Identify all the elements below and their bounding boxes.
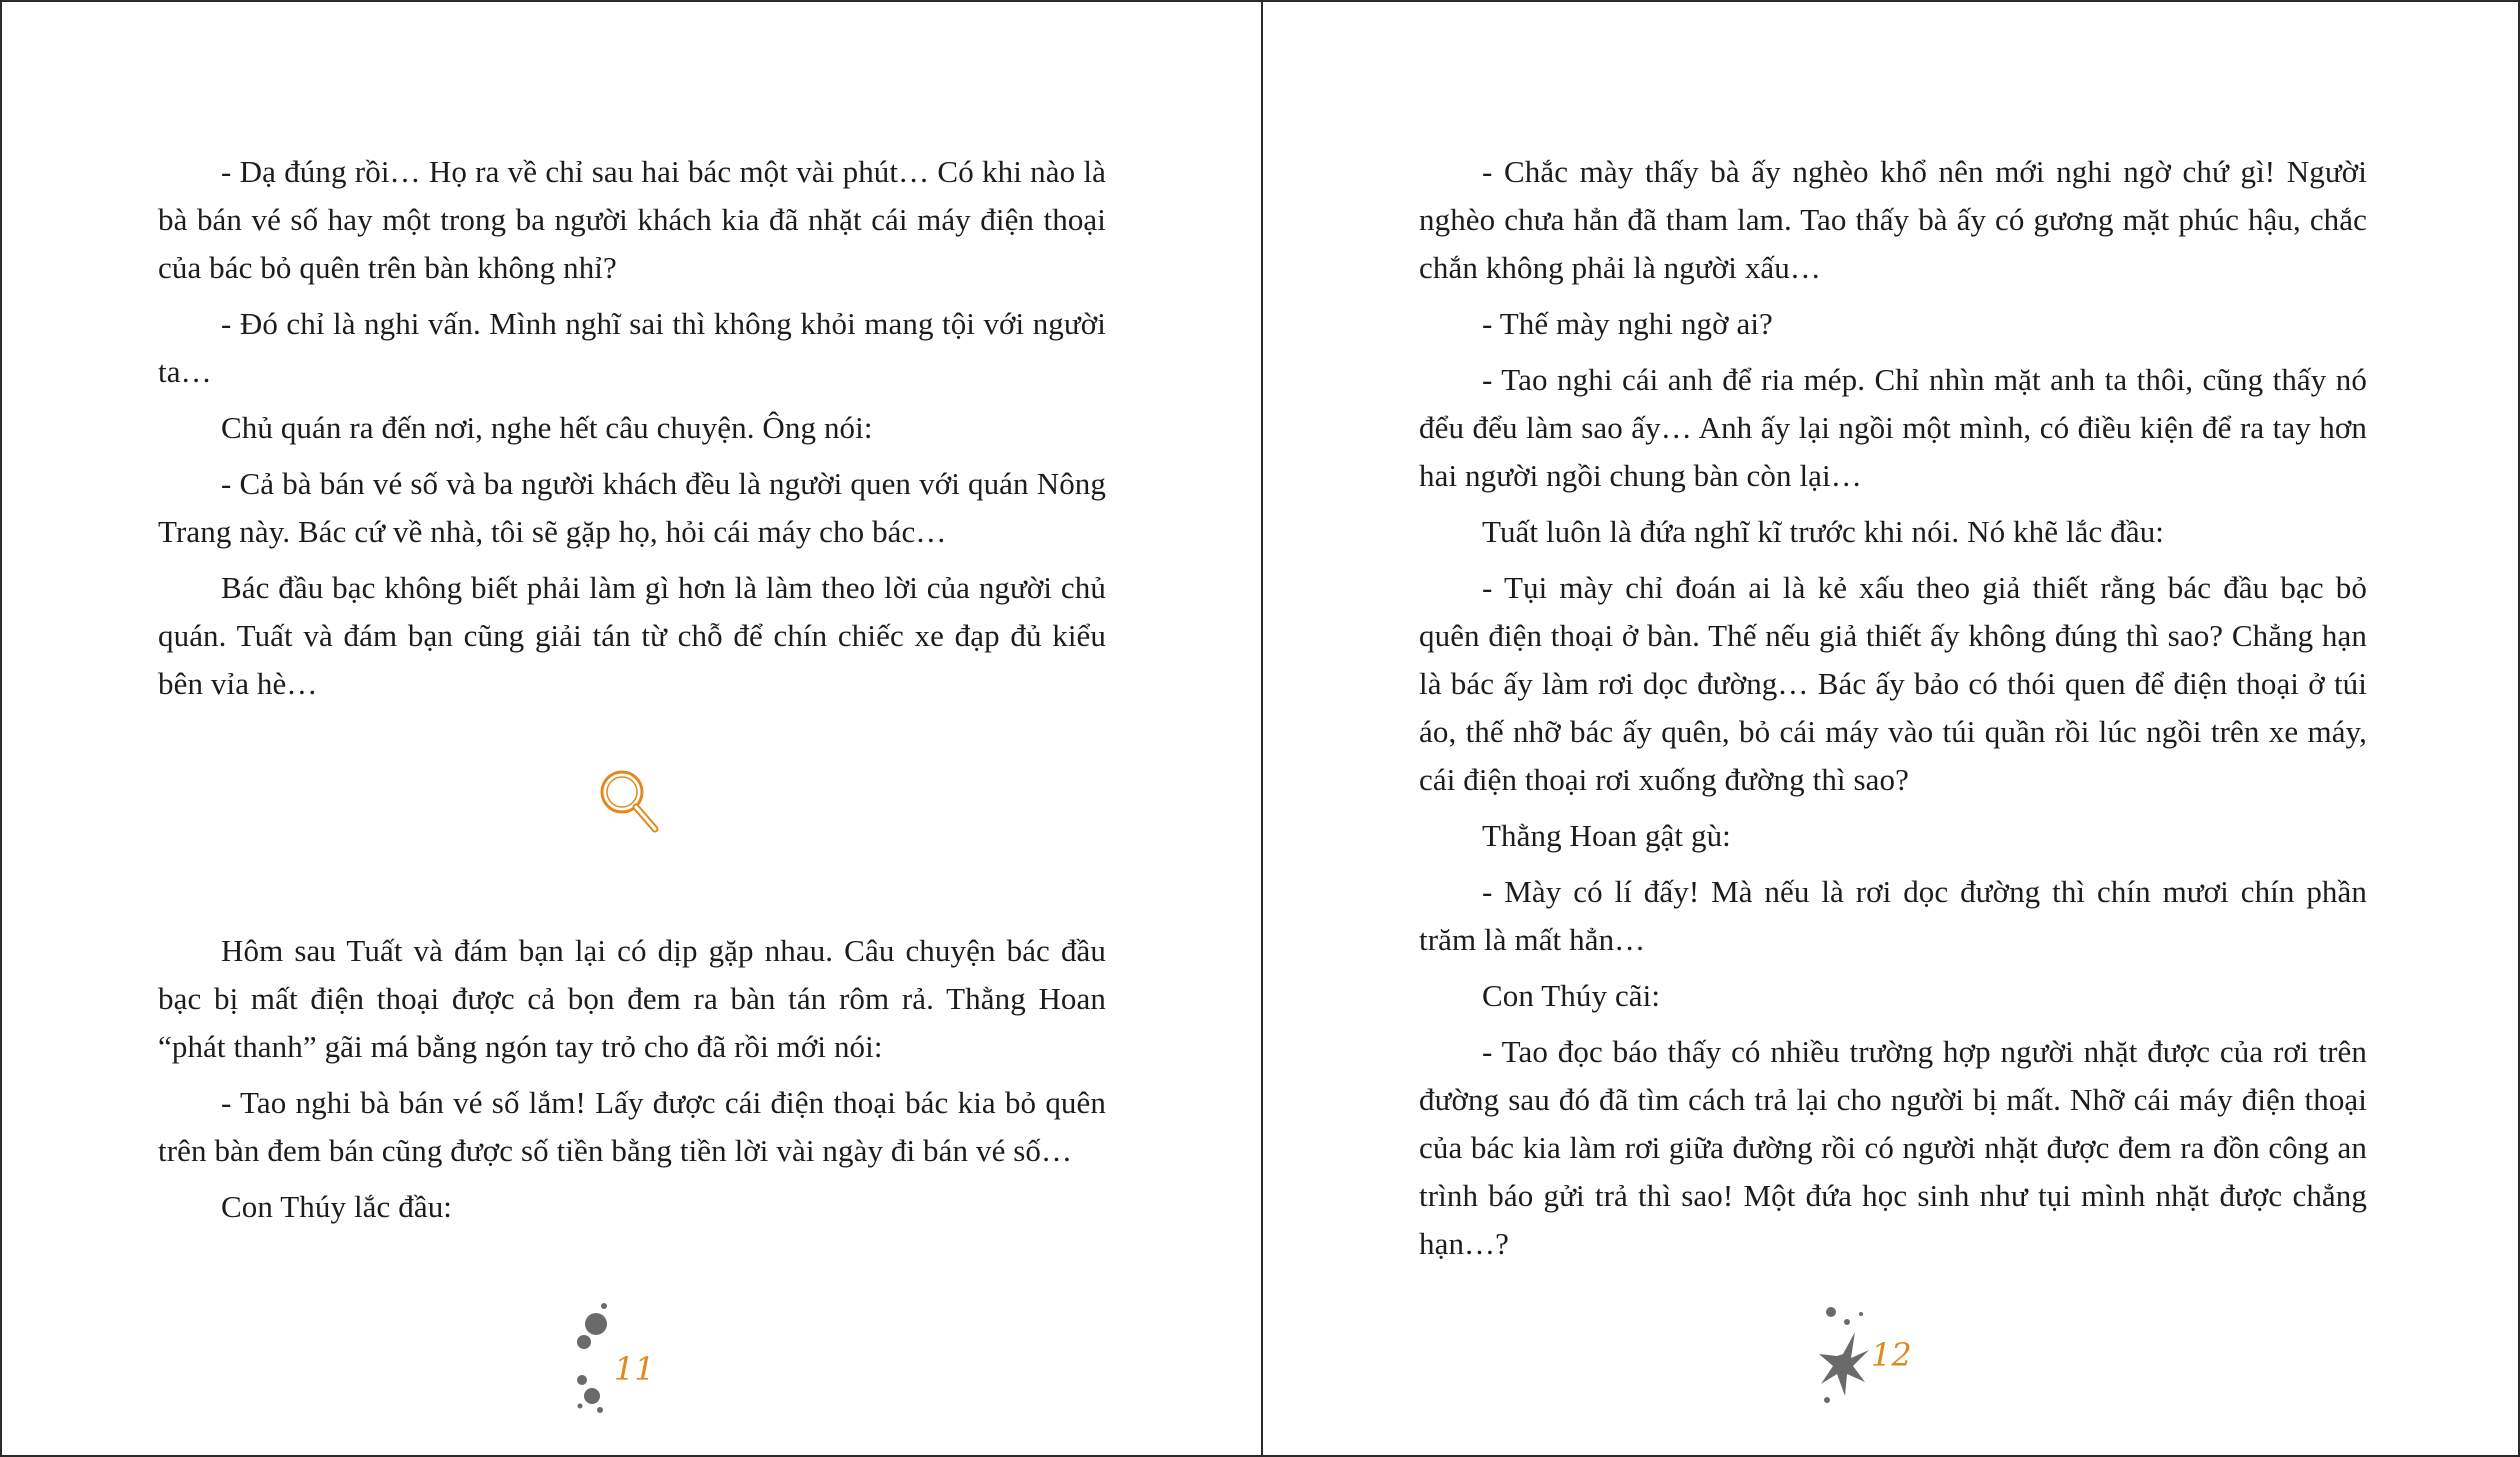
paragraph: - Đó chỉ là nghi vấn. Mình nghĩ sai thì không khỏi mang tội với người ta… bbox=[158, 306, 1106, 389]
paragraph: Chủ quán ra đến nơi, nghe hết câu chuyện. Ông nói: bbox=[221, 410, 873, 445]
magnifying-glass-icon bbox=[592, 762, 672, 842]
left-text-block-top bbox=[158, 148, 1106, 716]
paragraph: - Thế mày nghi ngờ ai? bbox=[1482, 306, 1773, 341]
paragraph: - Tao đọc báo thấy có nhiều trường hợp người nhặt được của rơi trên đường sau đó đã tìm cách trả lại cho người bị mất. Nhỡ cái máy điện thoại của bác kia làm rơi giữa đường rồi có người nhặt được đem ra đồn công an trình báo gửi trả thì sao! Một đứa học sinh như tụi mình nhặt được chẳng hạn…? bbox=[1419, 1034, 2367, 1261]
right-page bbox=[1263, 2, 2520, 1455]
paragraph: - Tao nghi bà bán vé số lắm! Lấy được cái điện thoại bác kia bỏ quên trên bàn đem bán cũng được số tiền bằng tiền lời vài ngày đi bán vé số… bbox=[158, 1085, 1106, 1168]
paragraph: Tuất luôn là đứa nghĩ kĩ trước khi nói. Nó khẽ lắc đầu: bbox=[1482, 514, 2165, 549]
paragraph: Thằng Hoan gật gù: bbox=[1482, 818, 1731, 853]
page-number-ornament bbox=[554, 1292, 674, 1432]
paragraph: - Cả bà bán vé số và ba người khách đều là người quen với quán Nông Trang này. Bác cứ về nhà, tôi sẽ gặp họ, hỏi cái máy cho bác… bbox=[158, 466, 1106, 549]
paragraph: Con Thúy lắc đầu: bbox=[221, 1189, 453, 1224]
paragraph: - Mày có lí đấy! Mà nếu là rơi dọc đường thì chín mươi chín phần trăm là mất hẳn… bbox=[1419, 874, 2367, 957]
paragraph: Hôm sau Tuất và đám bạn lại có dịp gặp nhau. Câu chuyện bác đầu bạc bị mất điện thoại được cả bọn đem ra bàn tán rôm rả. Thằng Hoan “phát thanh” gãi má bằng ngón tay trỏ cho đã rồi mới nói: bbox=[158, 933, 1106, 1064]
page-number: 11 bbox=[614, 1350, 655, 1388]
paragraph: - Tao nghi cái anh để ria mép. Chỉ nhìn mặt anh ta thôi, cũng thấy nó đểu đểu làm sao ấy… Anh ấy lại ngồi một mình, có điều kiện để ra tay hơn hai người ngồi chung bàn còn lại… bbox=[1419, 362, 2367, 493]
page-number: 12 bbox=[1871, 1336, 1912, 1374]
paragraph: - Dạ đúng rồi… Họ ra về chỉ sau hai bác một vài phút… Có khi nào là bà bán vé số hay một trong ba người khách kia đã nhặt cái máy điện thoại của bác bỏ quên trên bàn không nhỉ? bbox=[158, 154, 1106, 285]
right-text-block bbox=[1419, 148, 2367, 1276]
page-number-ornament bbox=[1803, 1292, 1923, 1432]
left-text-block-bottom bbox=[158, 927, 1106, 1239]
paragraph: - Chắc mày thấy bà ấy nghèo khổ nên mới nghi ngờ chứ gì! Người nghèo chưa hẳn đã tham lam. Tao thấy bà ấy có gương mặt phúc hậu, chắc chắn không phải là người xấu… bbox=[1419, 154, 2367, 285]
paragraph: Bác đầu bạc không biết phải làm gì hơn là làm theo lời của người chủ quán. Tuất và đám bạn cũng giải tán từ chỗ để chín chiếc xe đạp đủ kiểu bên vỉa hè… bbox=[158, 570, 1106, 701]
paragraph: - Tụi mày chỉ đoán ai là kẻ xấu theo giả thiết rằng bác đầu bạc bỏ quên điện thoại ở bàn. Thế nếu giả thiết ấy không đúng thì sao? Chẳng hạn là bác ấy làm rơi dọc đường… Bác ấy bảo có thói quen để điện thoại ở túi áo, thế nhỡ bác ấy quên, bỏ cái máy vào túi quần rồi lúc ngồi trên xe máy, cái điện thoại rơi xuống đường thì sao? bbox=[1419, 570, 2367, 797]
left-page bbox=[2, 2, 1260, 1455]
paragraph: Con Thúy cãi: bbox=[1482, 978, 1661, 1013]
